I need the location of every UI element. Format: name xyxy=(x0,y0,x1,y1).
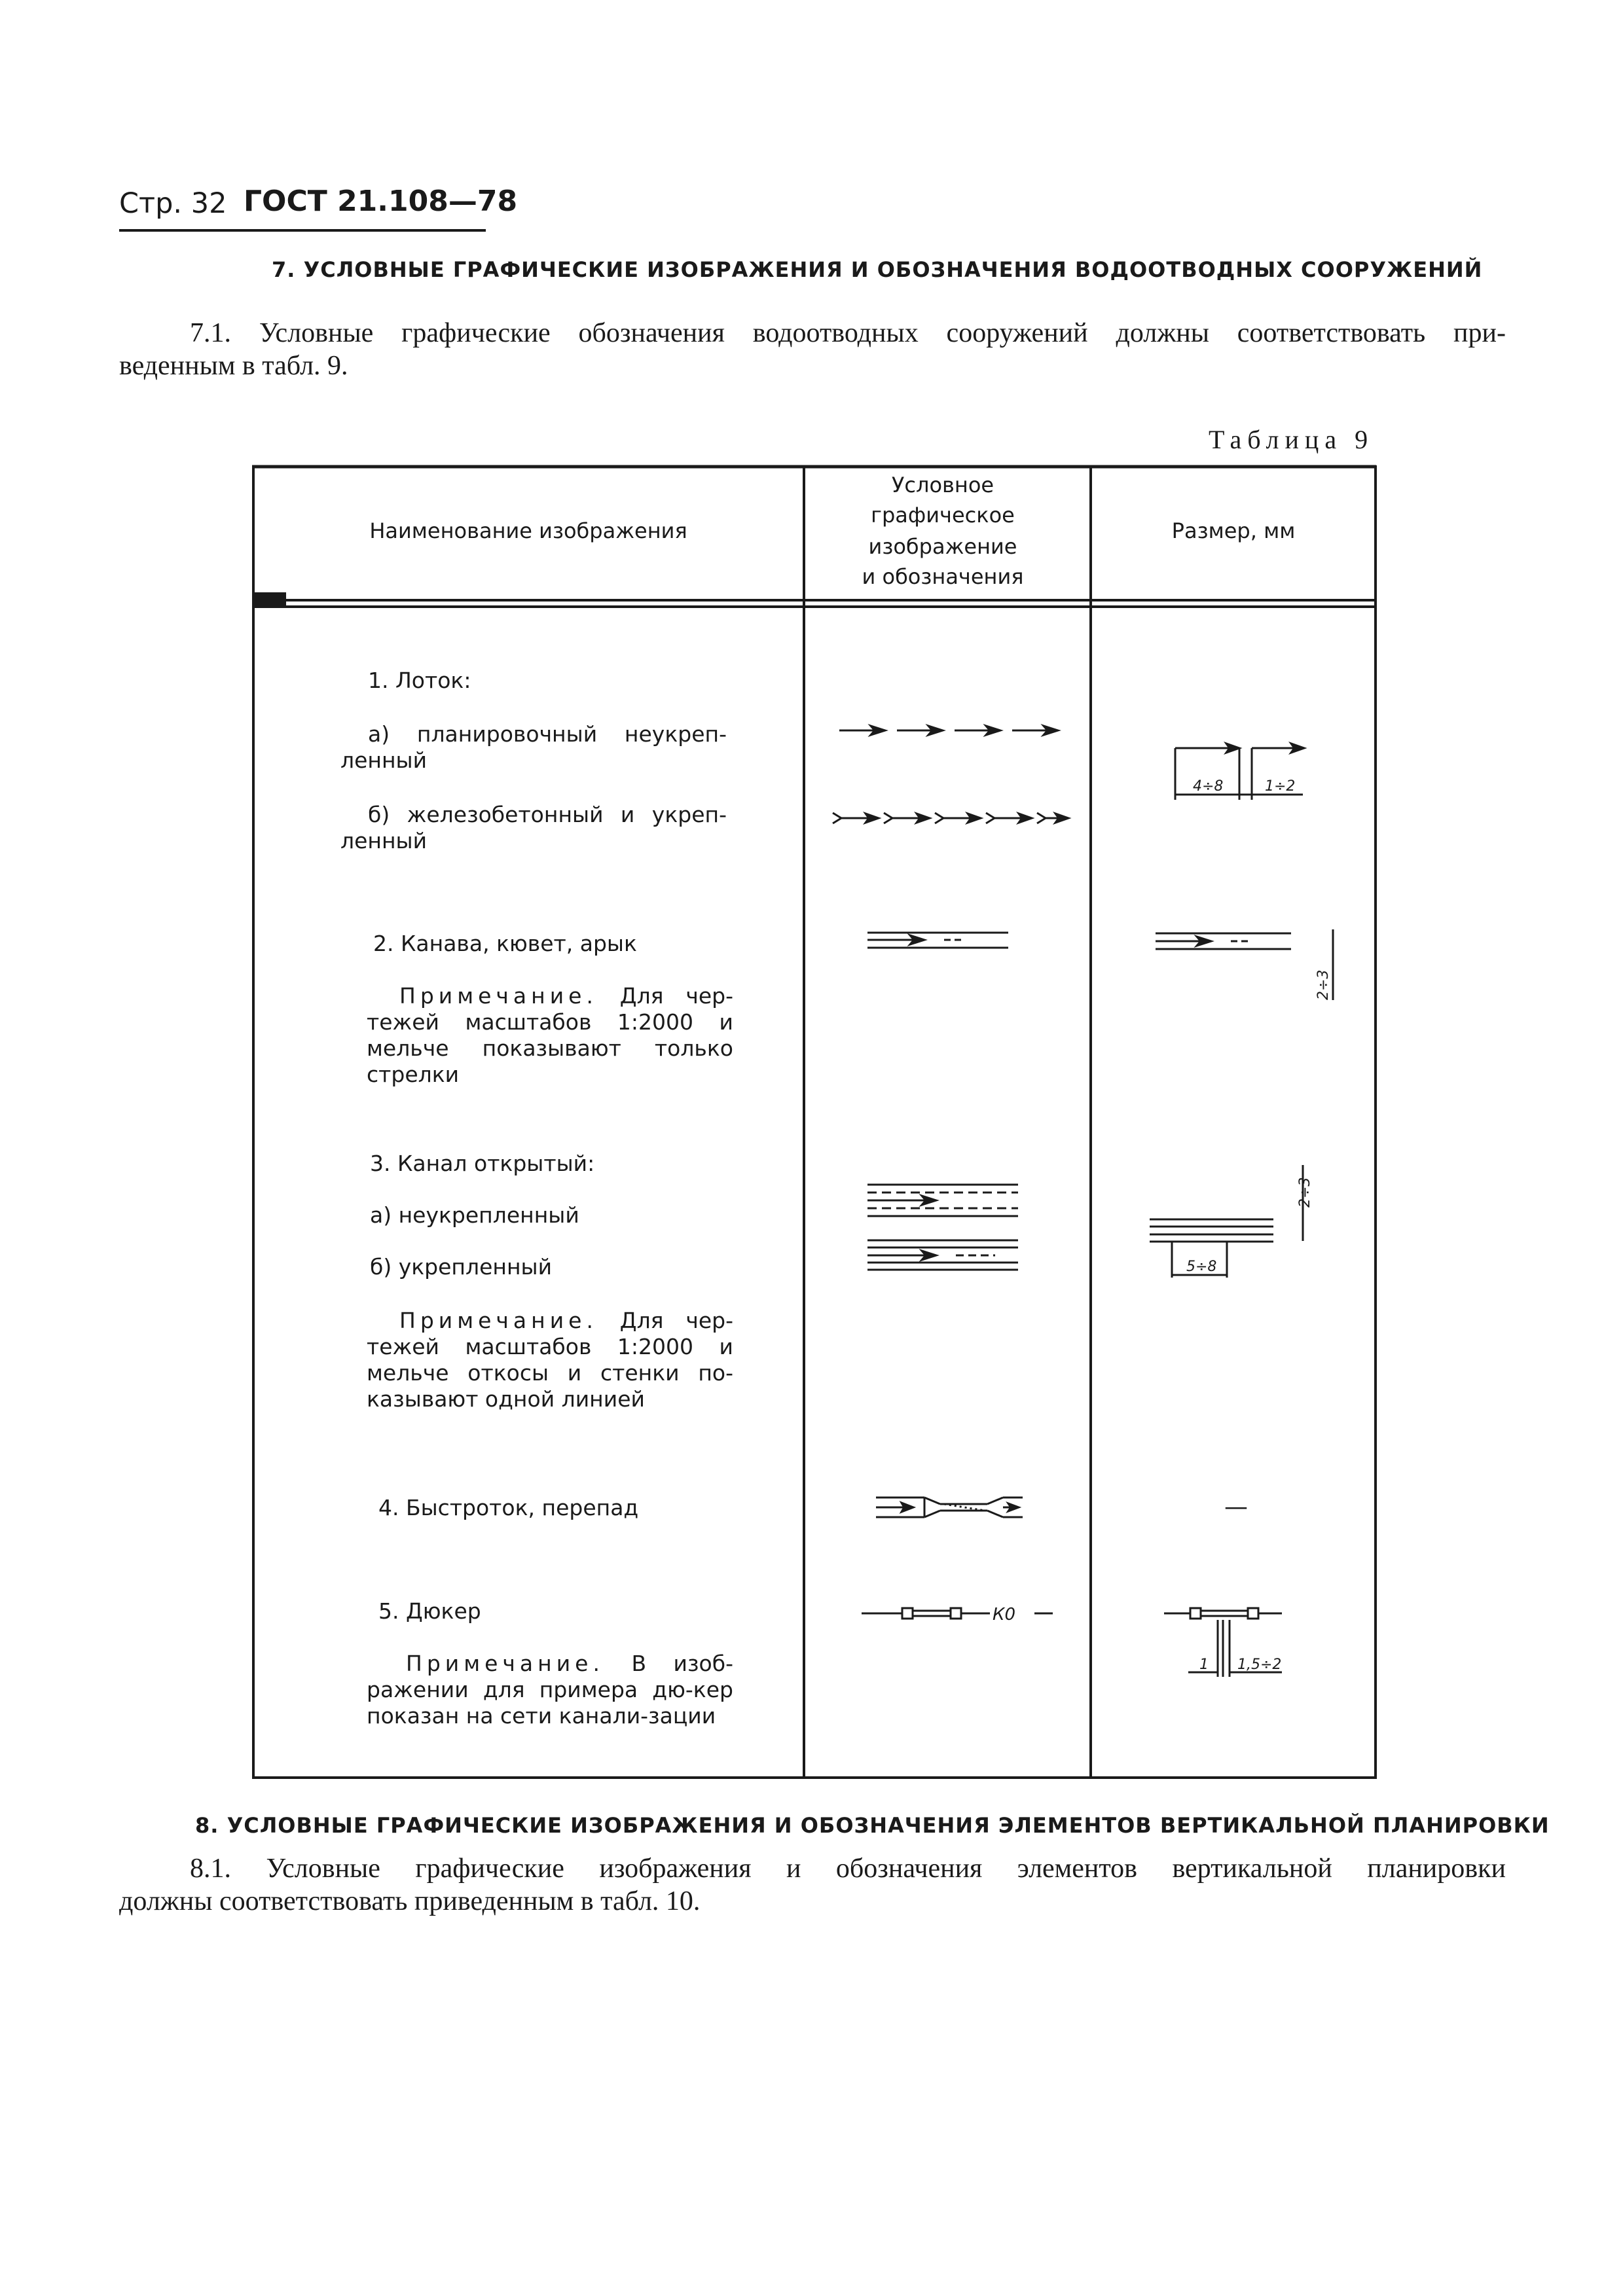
header-rule xyxy=(119,229,486,232)
row1-title: 1. Лоток: xyxy=(368,668,471,693)
row3-note-label: Примечание. xyxy=(399,1308,598,1333)
row1-b: б) железобетонный и укреп-ленный xyxy=(340,802,727,853)
size-duker-b: 1,5÷2 xyxy=(1237,1657,1282,1673)
paragraph-8-1-line1: 8.1. Условные графические изображения и обозначения элементов вертикальной планировки xyxy=(190,1854,1506,1884)
row3-title: 3. Канал открытый: xyxy=(370,1151,595,1176)
row5-note-text: В изоб-ражении для примера дю-кер показан на сети канали-зации xyxy=(367,1651,733,1729)
section-8-heading: 8. УСЛОВНЫЕ ГРАФИЧЕСКИЕ ИЗОБРАЖЕНИЯ И ОБОЗНАЧЕНИЯ ЭЛЕМЕНТОВ ВЕРТИКАЛЬНОЙ ПЛАНИРОВКИ xyxy=(195,1813,1550,1838)
row3-note xyxy=(367,1308,733,1412)
row2-note-text: Для чер-тежей масштабов 1:2000 и мельче показывают только стрелки xyxy=(367,983,733,1087)
size-duker-a: 1 xyxy=(1199,1657,1209,1673)
symbol-duker xyxy=(862,1608,1053,1619)
size-ditch xyxy=(1156,929,1333,1000)
row2-note xyxy=(367,983,733,1088)
col-header-symbol-line2: графическое xyxy=(871,503,1015,528)
size-fast-flow: — xyxy=(1224,1494,1248,1520)
symbol-canal-unpaved xyxy=(867,1185,1018,1216)
size-tray-b: 1÷2 xyxy=(1265,778,1296,795)
paragraph-7-1-line1: 7.1. Условные графические обозначения водоотводных сооружений должны соответствовать при- xyxy=(190,318,1506,348)
symbol-tray-concrete xyxy=(833,813,1068,823)
row5-note xyxy=(367,1651,733,1729)
row3-note-text: Для чер-тежей масштабов 1:2000 и мельче откосы и стенки по-казывают одной линией xyxy=(367,1308,733,1412)
symbol-ditch xyxy=(867,933,1008,948)
symbol-canal-paved xyxy=(867,1240,1018,1270)
paragraph-7-1-line2: веденным в табл. 9. xyxy=(119,351,348,381)
col-header-symbol-line4: и обозначения xyxy=(862,564,1024,589)
standard-code: ГОСТ 21.108—78 xyxy=(244,185,518,218)
table-grid xyxy=(252,465,1376,1779)
table-9 xyxy=(251,463,1378,1780)
size-canal xyxy=(1150,1165,1303,1278)
section-7-heading: 7. УСЛОВНЫЕ ГРАФИЧЕСКИЕ ИЗОБРАЖЕНИЯ И ОБОЗНАЧЕНИЯ ВОДООТВОДНЫХ СООРУЖЕНИЙ xyxy=(272,257,1483,282)
page-number: Стр. 32 xyxy=(119,187,227,220)
paragraph-8-1-line2: должны соответствовать приведенным в табл. 10. xyxy=(119,1886,701,1916)
size-canal-width: 5÷8 xyxy=(1186,1259,1217,1275)
row5-note-label: Примечание. xyxy=(406,1651,604,1676)
symbol-tray-unpaved xyxy=(839,726,1058,735)
row5-title: 5. Дюкер xyxy=(378,1598,481,1624)
row2-note-label: Примечание. xyxy=(399,983,598,1009)
col-header-size: Размер, мм xyxy=(1171,518,1296,543)
symbol-duker-code: К0 xyxy=(993,1605,1016,1624)
row4-title: 4. Быстроток, перепад xyxy=(378,1495,639,1520)
table-label: Таблица 9 xyxy=(1209,425,1374,454)
row1-a: а) планировочный неукреп-ленный xyxy=(340,721,727,773)
size-ditch-depth: 2÷3 xyxy=(1315,969,1332,1000)
size-canal-height: 2÷3 xyxy=(1297,1177,1313,1208)
row3-a: а) неукрепленный xyxy=(370,1202,579,1228)
symbol-fast-flow xyxy=(876,1498,1023,1517)
size-tray-a: 4÷8 xyxy=(1193,778,1224,795)
row2-title: 2. Канава, кювет, арык xyxy=(373,931,637,956)
col-header-symbol-line1: Условное xyxy=(891,473,994,497)
col-header-symbol-line3: изображение xyxy=(868,534,1017,559)
row3-b: б) укрепленный xyxy=(370,1254,553,1280)
col-header-name: Наименование изображения xyxy=(369,518,687,543)
